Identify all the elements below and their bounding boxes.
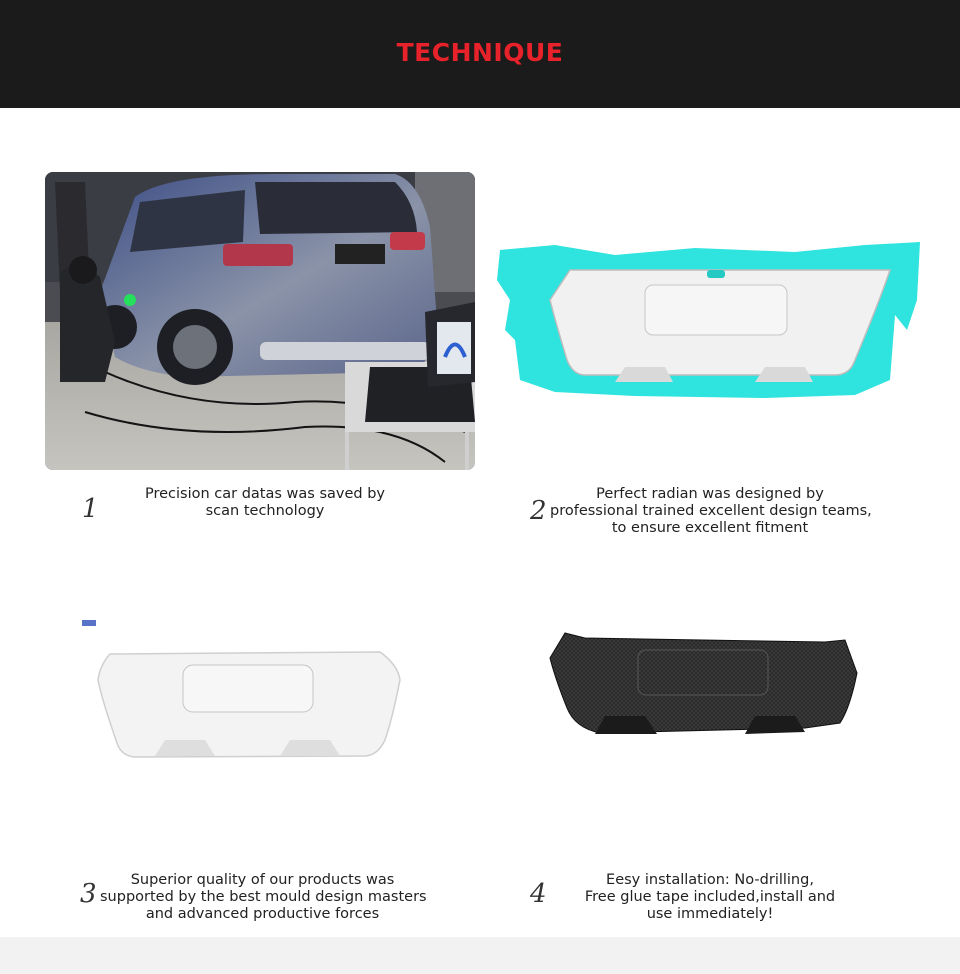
step-2-line-2: professional trained excellent design teams,: [550, 503, 872, 519]
step-1-line-1: Precision car datas was saved by: [144, 486, 385, 502]
page-title: TECHNIQUE: [396, 38, 564, 67]
step-1-line-2: scan technology: [205, 503, 325, 519]
step-2-line-3: to ensure excellent fitment: [611, 520, 809, 536]
step-3-line-2: supported by the best mould design masters: [100, 889, 427, 905]
scan-overlay-image: [495, 240, 920, 400]
header-bar: [0, 0, 960, 108]
step-3-number: 3: [80, 879, 97, 909]
step-4-line-1: Eesy installation: No-drilling,: [606, 872, 814, 888]
step-4-line-2: Free glue tape included,install and: [584, 889, 836, 905]
white-spoiler-image: [80, 620, 410, 765]
step-1-number: 1: [82, 494, 99, 524]
step-3-line-3: and advanced productive forces: [145, 906, 380, 922]
step-4-number: 4: [530, 879, 547, 909]
step-2-number: 2: [530, 496, 547, 526]
step-2-line-1: Perfect radian was designed by: [596, 486, 824, 502]
carbon-spoiler-image: [545, 628, 860, 743]
step-4-line-3: use immediately!: [646, 906, 774, 922]
step-3-line-1: Superior quality of our products was: [130, 872, 395, 888]
scan-photo: [45, 172, 475, 470]
footer-band: [0, 937, 960, 974]
